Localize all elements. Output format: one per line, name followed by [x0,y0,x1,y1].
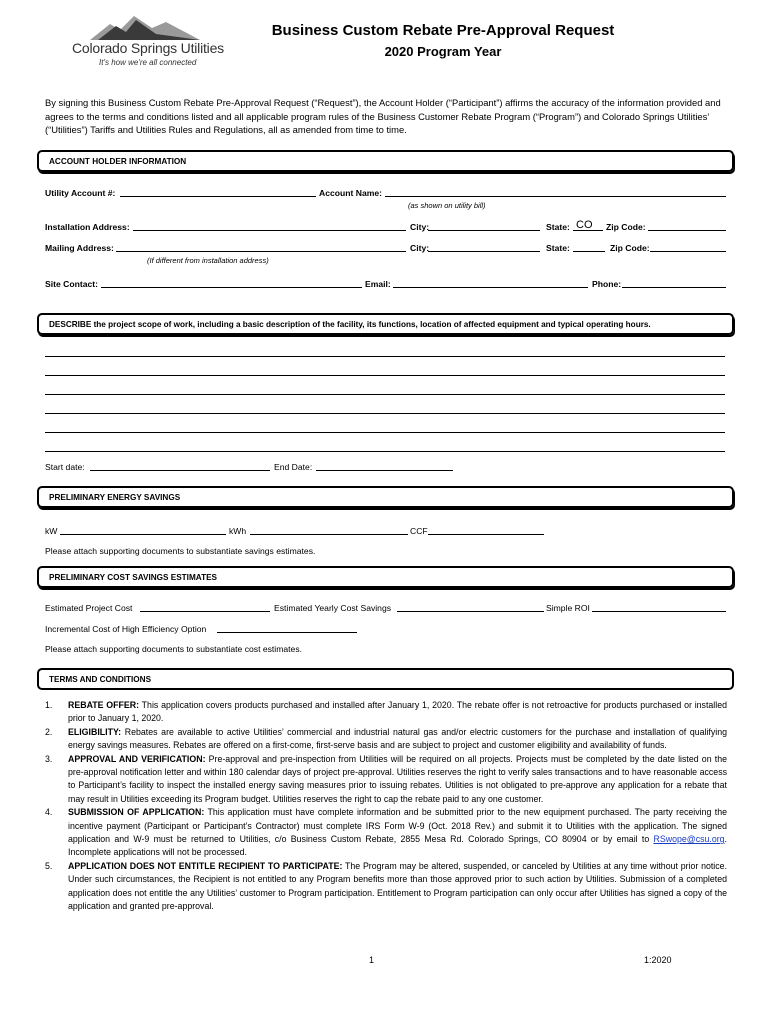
describe-section-header [37,313,734,335]
mailing-address-note: (If different from installation address) [147,256,269,265]
incremental-cost-field[interactable] [217,632,357,633]
email-label: Email: [365,279,391,289]
term-heading: APPROVAL AND VERIFICATION: [68,753,206,764]
phone-field[interactable] [622,287,726,288]
mailing-address-field[interactable] [116,251,406,252]
page-number: 1 [369,955,375,965]
start-date-field[interactable] [90,470,270,471]
term-heading: APPLICATION DOES NOT ENTITLE RECIPIENT TO PARTICIPATE: [68,860,343,871]
mailing-zip-label: Zip Code: [610,243,650,253]
phone-label: Phone: [592,279,622,289]
description-line-3[interactable] [45,394,725,395]
cost-note: Please attach supporting documents to substantiate cost estimates. [45,644,303,654]
term-text: Pre-approval and pre-inspection from Utilities will be required on all projects. Projects must be completed by the date listed on the pre-approval notification letter and within 180 calendar days of project pre-approval. Utilities reserves the right to verify sales transactions and to have reasonable access to Participant’s facility to inspect the installed energy saving measures prior to issuing rebates. Utilities is not obligated to pre-approve any application for a rebate that may result in Utilities exceeding its Program budget. Utilities reserves the right to cap the rebate paid to any one customer. [68,753,727,804]
page-version: 1:2020 [644,955,672,965]
intro-paragraph: By signing this Business Custom Rebate Pre-Approval Request (“Request”), the Account Holder (“Participant”) affirms the accuracy of the information provided and agrees to the terms and conditions listed and all applicable program rules of the Business Customer Rebate Program (“Program”) and Colorado Springs Utilities’ (“Utilities”) Tariffs and Utilities Rules and Regulations, all as amended from time to time. [45,97,721,135]
end-date-field[interactable] [316,470,453,471]
kwh-label: kWh [229,526,247,536]
site-contact-field[interactable] [101,287,362,288]
mailing-city-field[interactable] [428,251,540,252]
account-section-title: ACCOUNT HOLDER INFORMATION [49,157,187,166]
kw-field[interactable] [60,534,226,535]
energy-note: Please attach supporting documents to substantiate savings estimates. [45,546,316,556]
document-title: Business Custom Rebate Pre-Approval Request [271,22,615,39]
term-item [45,699,727,726]
project-cost-label: Estimated Project Cost [45,603,133,613]
term-heading: REBATE OFFER: [68,700,140,710]
mailing-state-label: State: [546,243,570,253]
term-item [45,806,727,860]
ccf-field[interactable] [428,534,544,535]
installation-state-label: State: [546,222,570,232]
term-text: The Program may be altered, suspended, or canceled by Utilities at any time without prior notice. Under such circumstances, the Recipient is not entitled to any Program benefits more than those approved prior to such action by Utilities. Submission of a completed application does not entitle the any Utilities’ customer to Program participation. Entitlement to Program participation can only occur after Utilities has signed a copy of the application and granted pre-approval. [68,860,727,912]
mailing-city-label: City: [410,243,430,253]
term-number: 1. [45,700,53,710]
mailing-zip-field[interactable] [650,251,726,252]
email-field[interactable] [393,287,588,288]
description-line-1[interactable] [45,356,725,357]
installation-state-value: CO [576,219,593,231]
description-line-6[interactable] [45,451,725,452]
kw-label: kW [45,526,58,536]
describe-section-title: DESCRIBE the project scope of work, including a basic description of the facility, its functions, location of affected equipment and typical operating hours. [49,320,651,329]
account-name-field[interactable] [385,196,726,197]
utility-account-field[interactable] [120,196,316,197]
kwh-field[interactable] [250,534,408,535]
installation-city-field[interactable] [428,230,540,231]
simple-roi-label: Simple ROI [546,603,590,613]
logo-brand-text: Colorado Springs Utilities [72,40,224,56]
cost-savings-section-header [37,566,734,588]
term-item [45,753,727,807]
energy-section-title: PRELIMINARY ENERGY SAVINGS [49,493,181,502]
account-name-note: (as shown on utility bill) [408,201,486,210]
term-number: 4. [45,807,53,818]
terms-list [45,699,727,914]
term-text: This application must have complete information and be submitted prior to the new equipment purchased. The party receiving the incentive payment (Participant or Participant’s Contractor) must complete IRS Form W-9 (Oct. 2018 Rev.) and submit it to Utilities with the application. The signed application and W-9 must be returned to Utilities, c/o Business Custom Rebate, 2855 Mesa Rd. Colorado Springs, CO 80904 or by email to [68,807,727,845]
term-text: This application covers products purchased and installed after January 1, 2020. The rebate offer is not retroactive for products purchased or installed prior to January 1, 2020. [68,700,727,724]
mailing-address-label: Mailing Address: [45,243,114,253]
description-line-2[interactable] [45,375,725,376]
logo-tagline: It's how we're all connected [99,58,197,67]
yearly-savings-label: Estimated Yearly Cost Savings [274,603,392,613]
cost-section-title: PRELIMINARY COST SAVINGS ESTIMATES [49,573,218,582]
term-heading: ELIGIBILITY: [68,726,122,737]
term-item [45,860,727,914]
installation-city-label: City: [410,222,430,232]
term-item [45,726,727,753]
installation-zip-field[interactable] [648,230,726,231]
email-link[interactable]: RSwope@csu.org [653,834,725,845]
description-line-4[interactable] [45,413,725,414]
term-number: 2. [45,726,53,737]
terms-section-header [37,668,734,690]
account-holder-section-header [37,150,734,172]
start-date-label: Start date: [45,462,85,472]
end-date-label: End Date: [274,462,313,472]
ccf-label: CCF [410,526,428,536]
project-cost-field[interactable] [140,611,270,612]
document-subtitle: 2020 Program Year [384,44,502,59]
mailing-state-field[interactable] [573,251,605,252]
yearly-savings-field[interactable] [397,611,544,612]
site-contact-label: Site Contact: [45,279,98,289]
terms-section-title: TERMS AND CONDITIONS [49,675,152,684]
energy-savings-section-header [37,486,734,508]
term-text: Rebates are available to active Utilities’ commercial and industrial natural gas and/or electric customers for the purchase and installation of qualifying energy savings measures. Rebates are offered on a first-come, first-serve basis and are subject to project and customer eligibility and availability of funds. [68,726,727,751]
simple-roi-field[interactable] [592,611,726,612]
installation-zip-label: Zip Code: [606,222,646,232]
incremental-cost-label: Incremental Cost of High Efficiency Option [45,624,207,634]
term-number: 5. [45,860,53,871]
utility-account-label: Utility Account #: [45,188,116,198]
installation-address-field[interactable] [133,230,406,231]
account-name-label: Account Name: [319,188,383,198]
term-text-after: . Incomplete applications will not be processed. [68,834,727,858]
term-heading: SUBMISSION OF APPLICATION: [68,807,205,818]
installation-address-label: Installation Address: [45,222,130,232]
term-number: 3. [45,753,53,764]
description-line-5[interactable] [45,432,725,433]
